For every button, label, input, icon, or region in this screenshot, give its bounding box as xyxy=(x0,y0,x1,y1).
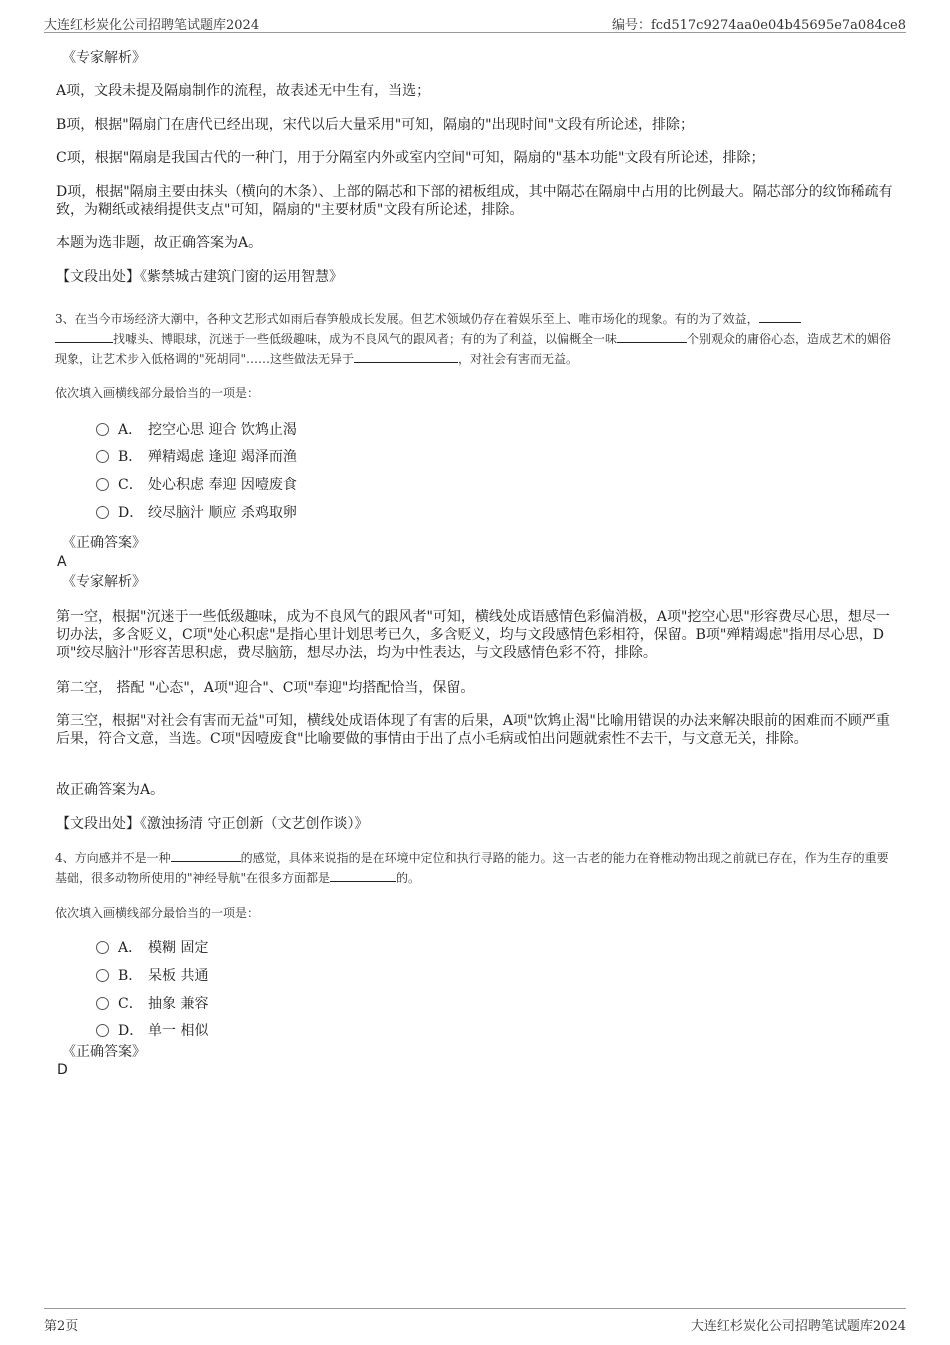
q3-stem-part1: 3、在当今市场经济大潮中，各种文艺形式如雨后春笋般成长发展。但艺术领域仍存在着娱乐至上、唯市场化的现象。有的为了效益， xyxy=(55,312,759,326)
q4-answer: D xyxy=(57,1062,68,1078)
q3-option-d[interactable]: D． 绞尽脑汁 顺应 杀鸡取卵 xyxy=(96,504,297,522)
q4-option-b[interactable]: B． 呆板 共通 xyxy=(96,967,208,985)
radio-icon[interactable] xyxy=(96,423,109,436)
radio-icon[interactable] xyxy=(96,997,109,1010)
page-footer xyxy=(44,1308,906,1333)
radio-icon[interactable] xyxy=(96,941,109,954)
blank-2 xyxy=(330,869,396,882)
blank-1 xyxy=(759,310,801,323)
q3-source: 【文段出处】《激浊扬清 守正创新（文艺创作谈）》 xyxy=(56,816,369,832)
q2-source: 【文段出处】《紫禁城古建筑门窗的运用智慧》 xyxy=(56,269,343,285)
blank-1 xyxy=(171,849,241,862)
q3-stem-part2: 找噱头、博眼球，沉迷于一些低级趣味，成为不良风气的跟风者；有的为了利益，以偏概全一味 xyxy=(113,332,618,346)
header-title: 大连红杉炭化公司招聘笔试题库2024 xyxy=(44,18,260,33)
q4-stem-part3: 的。 xyxy=(396,871,421,885)
q3-instruction: 依次填入画横线部分最恰当的一项是： xyxy=(55,386,260,400)
q4-stem-part2: 的感觉，具体来说指的是在环境中定位和执行寻路的能力。这一古老的能力在脊椎动物出现之前就已存在，作为生存的重要基础，很多动物所使用的"神经导航"在很多方面都是 xyxy=(55,851,889,885)
q3-stem xyxy=(55,309,900,369)
q3-option-b[interactable]: B． 殚精竭虑 逢迎 竭泽而渔 xyxy=(96,448,297,466)
q4-stem-part1: 4、方向感并不是一种 xyxy=(55,851,171,865)
q4-option-d[interactable]: D． 单一 相似 xyxy=(96,1022,208,1040)
q4-option-c[interactable]: C． 抽象 兼容 xyxy=(96,995,208,1013)
page-number: 第2页 xyxy=(44,1319,79,1334)
q3-option-a[interactable]: A． 挖空心思 迎合 饮鸩止渴 xyxy=(96,421,297,439)
radio-icon[interactable] xyxy=(96,1024,109,1037)
radio-icon[interactable] xyxy=(96,506,109,519)
q2-conclusion: 本题为选非题，故正确答案为A。 xyxy=(56,235,263,251)
q2-analysis-c: C项，根据"隔扇是我国古代的一种门，用于分隔室内外或室内空间"可知，隔扇的"基本功能"文段有所论述，排除； xyxy=(56,150,765,166)
blank-2 xyxy=(617,330,687,343)
radio-icon[interactable] xyxy=(96,478,109,491)
q2-analysis-d: D项，根据"隔扇主要由抹头（横向的木条）、上部的隔芯和下部的裙板组成，其中隔芯在隔扇中占用的比例最大。隔芯部分的纹饰稀疏有致，为糊纸或裱绢提供支点"可知，隔扇的"主要材质"文段有所论述，排除。 xyxy=(56,184,893,218)
q2-analysis-a: A项，文段未提及隔扇制作的流程，故表述无中生有，当选； xyxy=(56,83,431,99)
q3-option-c[interactable]: C． 处心积虑 奉迎 因噎废食 xyxy=(96,476,297,494)
q3-answer: A xyxy=(57,554,67,570)
header-serial: 编号：fcd517c9274aa0e04b45695e7a084ce8 xyxy=(611,18,906,33)
q3-conclusion: 故正确答案为A。 xyxy=(56,782,165,798)
q3-answer-label: 《正确答案》 xyxy=(62,535,146,551)
radio-icon[interactable] xyxy=(96,450,109,463)
q2-analysis-b: B项，根据"隔扇门在唐代已经出现，宋代以后大量采用"可知，隔扇的"出现时间"文段有所论述，排除； xyxy=(56,117,695,133)
page-header xyxy=(44,14,906,33)
blank-3 xyxy=(354,350,458,363)
q4-option-a[interactable]: A． 模糊 固定 xyxy=(96,939,208,957)
q3-stem-part4: ，对社会有害而无益。 xyxy=(458,352,579,366)
q3-analysis-3: 第三空，根据"对社会有害而无益"可知，横线处成语体现了有害的后果，A项"饮鸩止渴"比喻用错误的办法来解决眼前的困难而不顾严重后果，符合文意，当选。C项"因噎废食"比喻要做的事情由于出了点小毛病或怕出问题就索性不去干，与文意无关，排除。 xyxy=(56,713,890,747)
q4-answer-label: 《正确答案》 xyxy=(62,1044,146,1060)
q3-stem-part3: 个别观众的庸俗心态，造成艺术的媚俗现象，让艺术步入低格调的"死胡同"……这些做法无异于 xyxy=(55,332,892,366)
q4-instruction: 依次填入画横线部分最恰当的一项是： xyxy=(55,906,260,920)
footer-title: 大连红杉炭化公司招聘笔试题库2024 xyxy=(690,1319,906,1334)
q4-stem xyxy=(55,848,900,888)
radio-icon[interactable] xyxy=(96,969,109,982)
blank-1-cont xyxy=(55,330,113,343)
q3-expert-label: 《专家解析》 xyxy=(62,574,146,590)
q3-analysis-1: 第一空，根据"沉迷于一些低级趣味，成为不良风气的跟风者"可知，横线处成语感情色彩偏消极，A项"挖空心思"形容费尽心思，想尽一切办法，多含贬义，C项"处心积虑"是指心里计划思考已久，多含贬义，均与文段感情色彩相符，保留。B项"殚精竭虑"指用尽心思，D项"绞尽脑汁"形容苦思积虑，费尽脑筋，想尽办法，均为中性表达，与文段感情色彩不符，排除。 xyxy=(56,609,890,661)
q3-analysis-2: 第二空， 搭配 "心态"，A项"迎合"、C项"奉迎"均搭配恰当，保留。 xyxy=(56,680,475,696)
q2-expert-label: 《专家解析》 xyxy=(62,50,146,66)
